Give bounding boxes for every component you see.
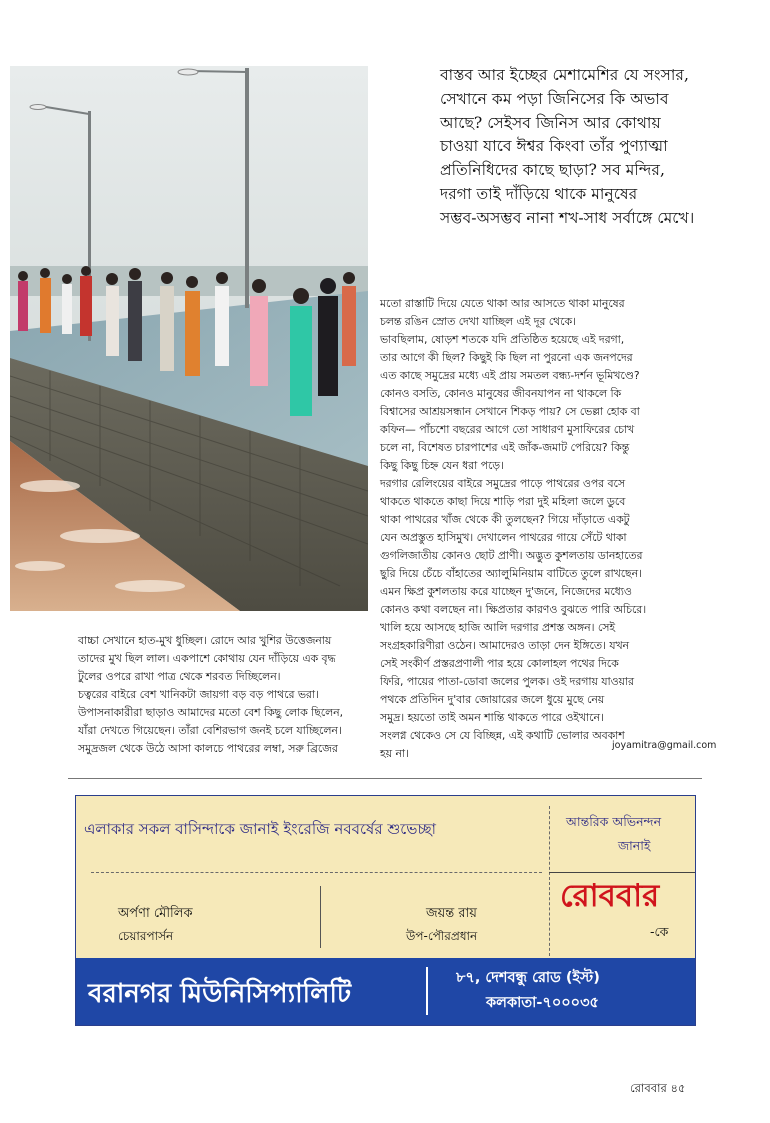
pullquote-line: আছে? সেইসব জিনিস আর কোথায় [440, 113, 661, 132]
page-folio: রোববার ৪৫ [630, 1081, 686, 1095]
body-line: ছুরি দিয়ে চেঁচে বাঁহাতের অ্যালুমিনিয়াম বাটিতে তুলে রাখছেন। [380, 567, 642, 580]
pullquote-line: চাওয়া যাবে ঈশ্বর কিংবা তাঁর পুণ্যাত্মা [440, 137, 668, 156]
body-line: চলে না, বিশেষত চারপাশের এই জাঁক-জমাট পেরিয়ে? কিন্তু [380, 441, 630, 454]
pull-quote [440, 64, 735, 231]
body-line: উপাসনাকারীরা ছাড়াও আমাদের মতো বেশ কিছু লোক ছিলেন, [78, 706, 344, 719]
body-line: সমুদ্র। হয়তো তাই অমন শান্তি থাকতে পারে ওইখানে। [380, 711, 604, 724]
body-line: খালি হয়ে আসছে হাজি আলি দরগার প্রশস্ত অঙ্গন। সেই [380, 621, 615, 634]
deputy-name: জয়ন্ত রায় [426, 906, 477, 921]
ad-vertical-divider [549, 806, 550, 956]
pullquote-line: প্রতিনিধিদের কাছে ছাড়া? সব মন্দির, [440, 161, 665, 180]
body-line: থাকা পাথরের খাঁজ থেকে কী তুলছেন? গিয়ে দাঁড়াতে একটু [380, 513, 630, 526]
photo-causeway [10, 66, 368, 611]
body-line: তার আগে কী ছিল? কিছুই কি ছিল না পুরনো এক জনপদের [380, 351, 633, 364]
causeway-illustration [10, 66, 368, 611]
body-line: তাদের মুখ ছিল লাল। একপাশে কোথায় যেন দাঁড়িয়ে এক বৃদ্ধ [78, 652, 336, 665]
body-line: ভাবছিলাম, ষোড়শ শতকে যদি প্রতিষ্ঠিত হয়েছে এই দরগা, [380, 333, 625, 346]
body-line: যাঁরা দেখতে গিয়েছেন। তাঁরা বেশিরভাগ জনই চলে যাচ্ছিলেন। [78, 724, 342, 737]
pullquote-line: দরগা তাই দাঁড়িয়ে থাকে মানুষের [440, 184, 638, 203]
article-column-left [78, 632, 378, 758]
body-line: ফিরি, পায়ের পাতা-ডোবা জলের পুলক। ওই দরগায় যাওয়ার [380, 675, 634, 688]
advertisement [75, 795, 696, 1026]
body-line: সমুদ্রজল থেকে উঠে আসা কালচে পাথরের লম্বা, সরু ব্রিজের [78, 742, 338, 755]
section-divider [68, 778, 702, 779]
body-line: বাচ্চা সেখানে হাত-মুখ ধুচ্ছিল। রোদে আর খুশির উত্তেজনায় [78, 634, 332, 647]
body-line: সংলগ্ন থেকেও সে যে বিচ্ছিন্ন, এই কথাটি ভোলার অবকাশ [380, 729, 625, 742]
ad-congrats-line2: জানাই [618, 838, 651, 853]
body-line: চলন্ত রঙিন স্রোত দেখা যাচ্ছিল এই দূর থেকে। [380, 315, 576, 328]
body-line: গুগলিজাতীয় কোনও ছোট প্রাণী। অদ্ভুত কুশলতায় ডানহাতের [380, 549, 643, 562]
body-line: এমন ক্ষিপ্র কুশলতায় করে যাচ্ছেন দু'জনে, নিজেদের মধ্যেও [380, 585, 632, 598]
body-line: দরগার রেলিংয়ের বাইরে সমুদ্রের পাড়ে পাথরের ওপর বসে [380, 477, 626, 490]
body-line: সংগ্রহকারিণীরা ওঠেন। আমাদেরও তাড়া দেন ইঙ্গিতে। যখন [380, 639, 629, 652]
ad-names-divider [320, 886, 321, 948]
pullquote-line: সেখানে কম পড়া জিনিসের কি অভাব [440, 89, 669, 108]
body-line: হয় না। [380, 747, 409, 760]
body-line: কিছু কিছু চিহ্ন যেন ধরা পড়ে। [380, 459, 504, 472]
pullquote-line: বাস্তব আর ইচ্ছের মেশামেশির যে সংসার, [440, 66, 689, 84]
ad-horizontal-divider [91, 872, 542, 873]
body-line: কফিন— পাঁচশো বছরের আগে তো সাধারণ মুসাফিরের চোখ [380, 423, 635, 436]
pullquote-line: সম্ভব-অসম্ভব নানা শখ-সাধ সর্বাঙ্গে মেখে। [440, 208, 695, 227]
chairperson-name: অর্পণা মৌলিক [118, 906, 193, 921]
body-line: যেন অপ্রস্তুত হাসিমুখ। দেখালেন পাথরের গায়ে সেঁটে থাকা [380, 531, 627, 544]
municipality-name: বরানগর মিউনিসিপ্যালিটি [88, 979, 352, 1009]
body-line: বিশ্বাসের আশ্রয়সন্ধান সেখানে শিকড় পায়? সে ভেল্লা হোক বা [380, 405, 640, 418]
magazine-suffix: -কে [650, 924, 669, 939]
body-line: কোনও কথা বলছেন না। ক্ষিপ্রতার কারণও বুঝতে পারি অচিরে। [380, 603, 647, 616]
magazine-name: রোববার [560, 878, 660, 914]
municipality-band [76, 958, 695, 1025]
address-line2: কলকাতা-৭০০০৩৫ [486, 995, 599, 1011]
body-line: পথকে প্রতিদিন দু'বার জোয়ারের জলে ধুয়ে মুছে নেয় [380, 693, 605, 706]
body-line: চত্বরের বাইরে বেশ খানিকটা জায়গা বড় বড় পাথরে ভরা। [78, 688, 319, 701]
ad-congrats-line1: আন্তরিক অভিনন্দন [566, 814, 662, 829]
chairperson-role: চেয়ারপার্সন [118, 929, 174, 943]
author-email[interactable]: joyamitra@gmail.com [612, 740, 717, 751]
address-line1: ৮৭, দেশবন্ধু রোড (ইস্ট) [456, 970, 600, 986]
body-line: এত কাছে সমুদ্রের মধ্যে এই প্রায় সমতল বন্ধ্য-দর্শন ভূমিখণ্ডে? [380, 369, 640, 382]
article-column-right [380, 295, 710, 763]
body-line: মতো রাস্তাটি দিয়ে যেতে থাকা আর আসতে থাকা মানুষের [380, 297, 625, 310]
band-separator [426, 967, 428, 1015]
body-line: থাকতে থাকতে কাছা দিয়ে শাড়ি পরা দুই মহিলা জলে ডুবে [380, 495, 626, 508]
body-line: কোনও বসতি, কোনও মানুষের জীবনযাপন না থাকলে কি [380, 387, 622, 400]
body-line: সেই সংকীর্ণ প্রস্তরপ্রণালী পার হয়ে কোলাহল পথের দিকে [380, 657, 619, 670]
deputy-role: উপ-পৌরপ্রধান [406, 929, 478, 943]
body-line: টুলের ওপরে রাখা পাত্র থেকে শরবত দিচ্ছিলেন। [78, 670, 281, 683]
ad-greeting: এলাকার সকল বাসিন্দাকে জানাই ইংরেজি নববর্ষের শুভেচ্ছা [84, 820, 437, 838]
